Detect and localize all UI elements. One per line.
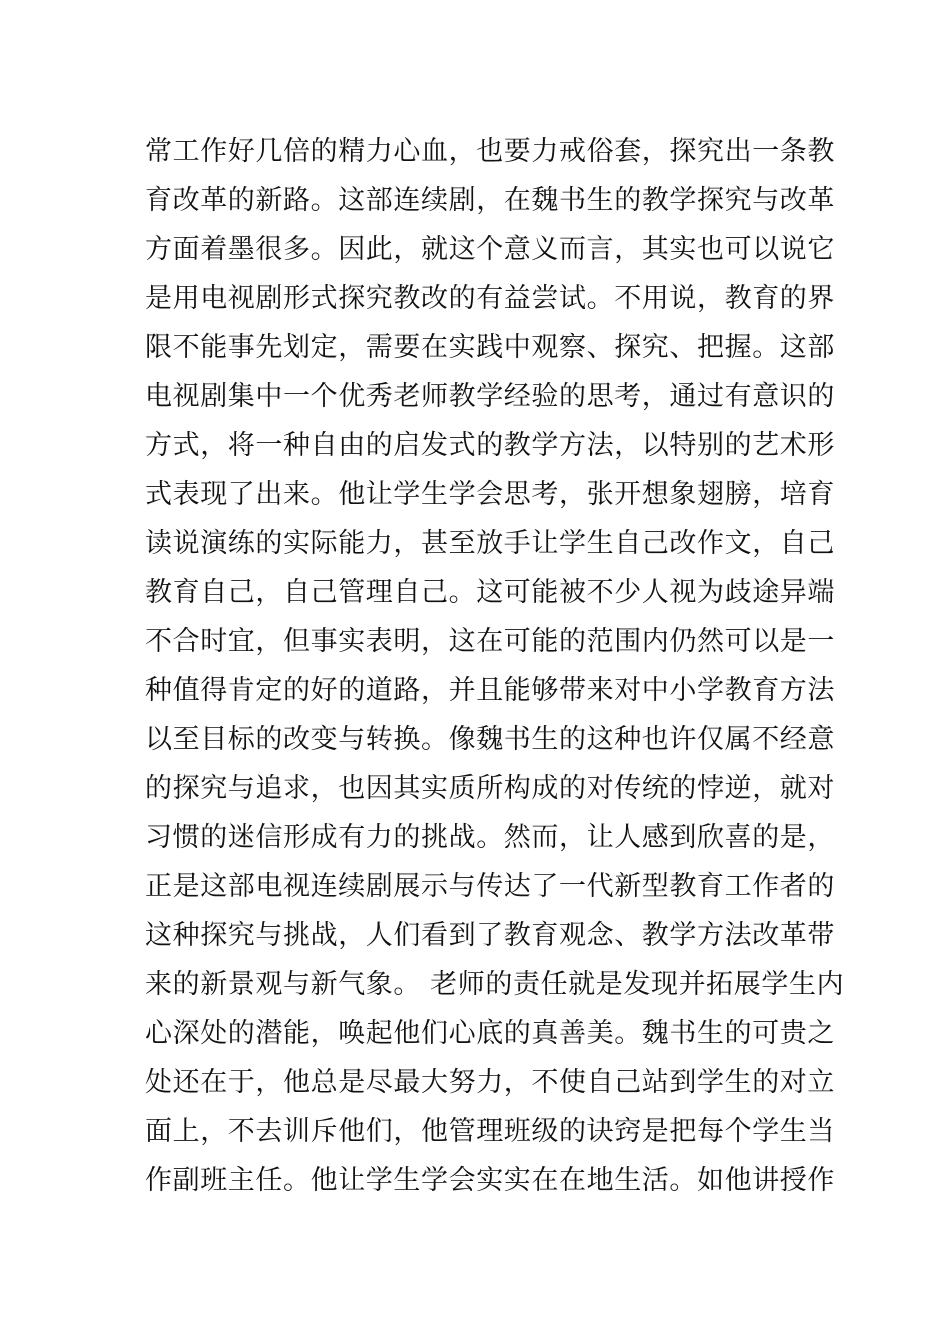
text-line: 作副班主任。他让学生学会实实在在地生活。如他讲授作 (145, 1165, 835, 1196)
text-line: 教育自己，自己管理自己。这可能被不少人视为歧途异端 (145, 577, 835, 608)
text-line: 读说演练的实际能力，甚至放手让学生自己改作文，自己 (145, 528, 835, 559)
text-line: 的探究与追求，也因其实质所构成的对传统的悖逆，就对 (145, 773, 835, 804)
text-line: 限不能事先划定，需要在实践中观察、探究、把握。这部 (145, 332, 835, 363)
text-line: 是用电视剧形式探究教改的有益尝试。不用说，教育的界 (145, 283, 835, 314)
text-line: 种值得肯定的好的道路，并且能够带来对中小学教育方法 (145, 675, 835, 706)
text-line: 以至目标的改变与转换。像魏书生的这种也许仅属不经意 (145, 724, 835, 755)
text-line: 常工作好几倍的精力心血，也要力戒俗套，探究出一条教 (145, 136, 835, 167)
text-line: 这种探究与挑战，人们看到了教育观念、教学方法改革带 (145, 920, 835, 951)
text-line: 式表现了出来。他让学生学会思考，张开想象翅膀，培育 (145, 479, 835, 510)
text-line: 来的新景观与新气象。 老师的责任就是发现并拓展学生内 (145, 969, 845, 1000)
text-line: 不合时宜，但事实表明，这在可能的范围内仍然可以是一 (145, 626, 835, 657)
text-line: 心深处的潜能，唤起他们心底的真善美。魏书生的可贵之 (145, 1018, 835, 1049)
text-line: 方式，将一种自由的启发式的教学方法，以特别的艺术形 (145, 430, 835, 461)
text-line: 习惯的迷信形成有力的挑战。然而，让人感到欣喜的是， (145, 822, 835, 853)
text-line: 处还在于，他总是尽最大努力，不使自己站到学生的对立 (145, 1067, 835, 1098)
text-line: 方面着墨很多。因此，就这个意义而言，其实也可以说它 (145, 234, 835, 265)
text-line: 正是这部电视连续剧展示与传达了一代新型教育工作者的 (145, 871, 835, 902)
text-line: 面上，不去训斥他们，他管理班级的诀窍是把每个学生当 (145, 1116, 835, 1147)
text-line: 育改革的新路。这部连续剧，在魏书生的教学探究与改革 (145, 185, 835, 216)
text-line: 电视剧集中一个优秀老师教学经验的思考，通过有意识的 (145, 381, 835, 412)
